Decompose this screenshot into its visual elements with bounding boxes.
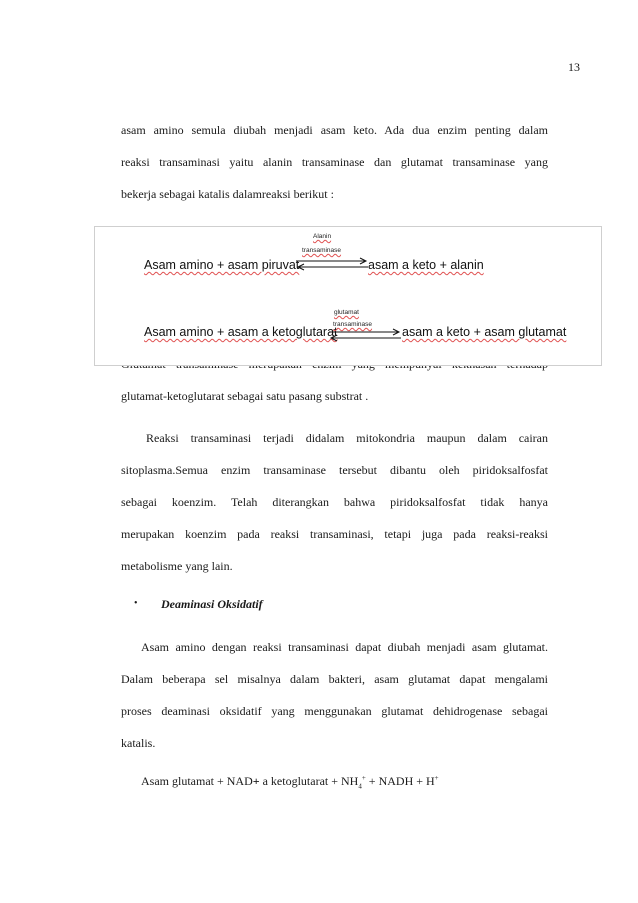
reaction2-products: asam a keto + asam glutamat	[402, 325, 567, 339]
section-heading: Deaminasi Oksidatif	[161, 597, 263, 611]
reaction1-products: asam a keto + alanin	[368, 258, 484, 272]
paragraph-line: merupakan koenzim pada reaksi transaminasi, tetapi juga pada reaksi-reaksi	[121, 527, 548, 541]
paragraph-line: asam amino semula diubah menjadi asam keto. Ada dua enzim penting dalam	[121, 123, 548, 137]
equation-text: Asam glutamat + NAD	[141, 774, 253, 788]
equation-superscript: +	[434, 774, 439, 782]
equation-plus: +	[252, 774, 260, 788]
paragraph-line: reaksi transaminasi yaitu alanin transaminase dan glutamat transaminase yang	[121, 155, 548, 169]
reaction2-enzyme-type: transaminase	[333, 321, 373, 328]
deamination-equation	[141, 774, 439, 790]
reaction1-reactants: Asam amino + asam piruvat	[144, 258, 300, 272]
paragraph-line: sebagai koenzim. Telah diterangkan bahwa piridoksalfosfat tidak hanya	[121, 495, 548, 509]
paragraph-line: bekerja sebagai katalis dalamreaksi berikut :	[121, 187, 334, 201]
bullet-icon: •	[134, 598, 138, 609]
paragraph-line: Reaksi transaminasi terjadi didalam mitokondria maupun dalam cairan	[146, 431, 548, 445]
paragraph-line: glutamat-ketoglutarat sebagai satu pasang substrat .	[121, 389, 369, 403]
reversible-arrow-icon	[294, 257, 370, 271]
reaction1-enzyme-type: transaminase	[302, 247, 342, 254]
paragraph-line: katalis.	[121, 736, 156, 750]
equation-subscript: 4	[358, 782, 362, 791]
paragraph-line: Asam amino dengan reaksi transaminasi dapat diubah menjadi asam glutamat.	[141, 640, 548, 654]
paragraph-line: proses deaminasi oksidatif yang menggunakan glutamat dehidrogenase sebagai	[121, 704, 548, 718]
reversible-arrow-icon	[327, 328, 403, 342]
paragraph-line: Dalam beberapa sel misalnya dalam bakteri, asam glutamat dapat mengalami	[121, 672, 548, 686]
reaction-figure	[94, 226, 602, 366]
page-number: 13	[568, 60, 580, 74]
equation-superscript: +	[361, 774, 366, 782]
reaction1-enzyme-name: Alanin	[313, 233, 332, 240]
equation-text: + NADH + H	[365, 774, 435, 788]
paragraph-line: sitoplasma.Semua enzim transaminase tersebut dibantu oleh piridoksalfosfat	[121, 463, 548, 477]
reaction2-reactants: Asam amino + asam a ketoglutarat	[144, 325, 338, 339]
paragraph-line: metabolisme yang lain.	[121, 559, 233, 573]
reaction2-enzyme-name: glutamat	[334, 309, 359, 316]
equation-text: a ketoglutarat + NH	[259, 774, 359, 788]
